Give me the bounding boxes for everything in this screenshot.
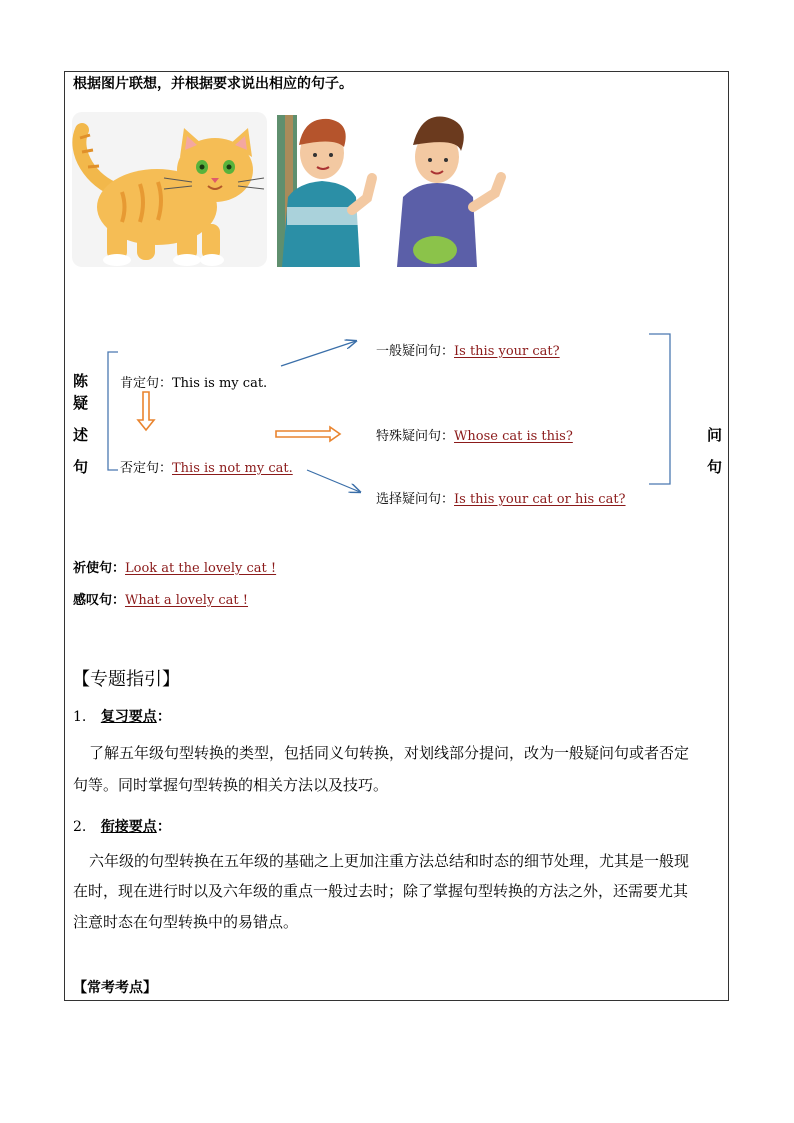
exclamatory-row <box>73 589 248 608</box>
special-question-row <box>376 425 573 444</box>
imperative-answer: Look at the lovely cat ! <box>125 561 277 576</box>
choice-question-answer: Is this your cat or his cat? <box>454 492 626 507</box>
right-bracket <box>649 334 670 484</box>
review-number: 1. <box>73 709 87 725</box>
special-question-answer: Whose cat is this? <box>454 429 573 444</box>
bridge-text-line-2: 在时，现在进行时以及六年级的重点一般过去时；除了掌握句型转换的方法之外，还需要尤其 <box>73 882 689 900</box>
left-label-char-3: 述 <box>73 426 89 444</box>
general-question-answer: Is this your cat? <box>454 344 560 359</box>
bridge-text-line-1: 六年级的句型转换在五年级的基础之上更加注重方法总结和时态的细节处理，尤其是一般现 <box>89 852 690 870</box>
choice-question-label: 选择疑问句： <box>376 492 455 507</box>
left-label-char-1: 陈 <box>73 372 89 390</box>
right-label-char-1: 问 <box>707 426 723 444</box>
affirmative-label: 肯定句： <box>120 376 173 391</box>
review-heading <box>73 706 171 726</box>
common-points-title: 【常考考点】 <box>73 980 157 996</box>
negative-row <box>120 457 293 476</box>
imperative-row <box>73 557 276 576</box>
negative-label: 否定句： <box>120 461 173 476</box>
orange-right-arrow <box>276 427 340 441</box>
arrow-to-choice-question <box>307 470 360 492</box>
bridge-heading <box>73 816 171 836</box>
choice-question-row <box>376 488 626 507</box>
special-question-label: 特殊疑问句： <box>376 429 455 444</box>
right-label-char-2: 句 <box>707 458 723 476</box>
orange-down-arrow <box>138 392 154 430</box>
general-question-label: 一般疑问句： <box>376 344 455 359</box>
left-label-char-4: 句 <box>73 458 89 476</box>
bridge-colon: ： <box>156 819 171 835</box>
left-bracket <box>108 352 118 470</box>
negative-answer: This is not my cat. <box>172 461 293 476</box>
affirmative-row <box>120 372 267 391</box>
bridge-text-line-3: 注意时态在句型转换中的易错点。 <box>73 913 299 931</box>
review-title: 复习要点 <box>100 709 157 725</box>
instruction-text: 根据图片联想，并根据要求说出相应的句子。 <box>73 76 353 92</box>
bridge-number: 2. <box>73 819 87 835</box>
affirmative-sentence: This is my cat. <box>172 376 268 391</box>
exclamatory-answer: What a lovely cat ! <box>125 593 249 608</box>
exclamatory-label: 感叹句： <box>73 593 126 608</box>
section-title: 【专题指引】 <box>72 669 180 690</box>
imperative-label: 祈使句： <box>73 561 126 576</box>
review-text-line-2: 句等。同时掌握句型转换的相关方法以及技巧。 <box>73 776 389 794</box>
review-text-line-1: 了解五年级句型转换的类型，包括同义句转换，对划线部分提问，改为一般疑问句或者否定 <box>89 744 690 762</box>
bridge-title: 衔接要点 <box>100 819 157 835</box>
arrow-to-general-question <box>281 341 356 366</box>
general-question-row <box>376 340 560 359</box>
left-label-char-2: 疑 <box>73 394 89 412</box>
review-colon: ： <box>156 709 171 725</box>
